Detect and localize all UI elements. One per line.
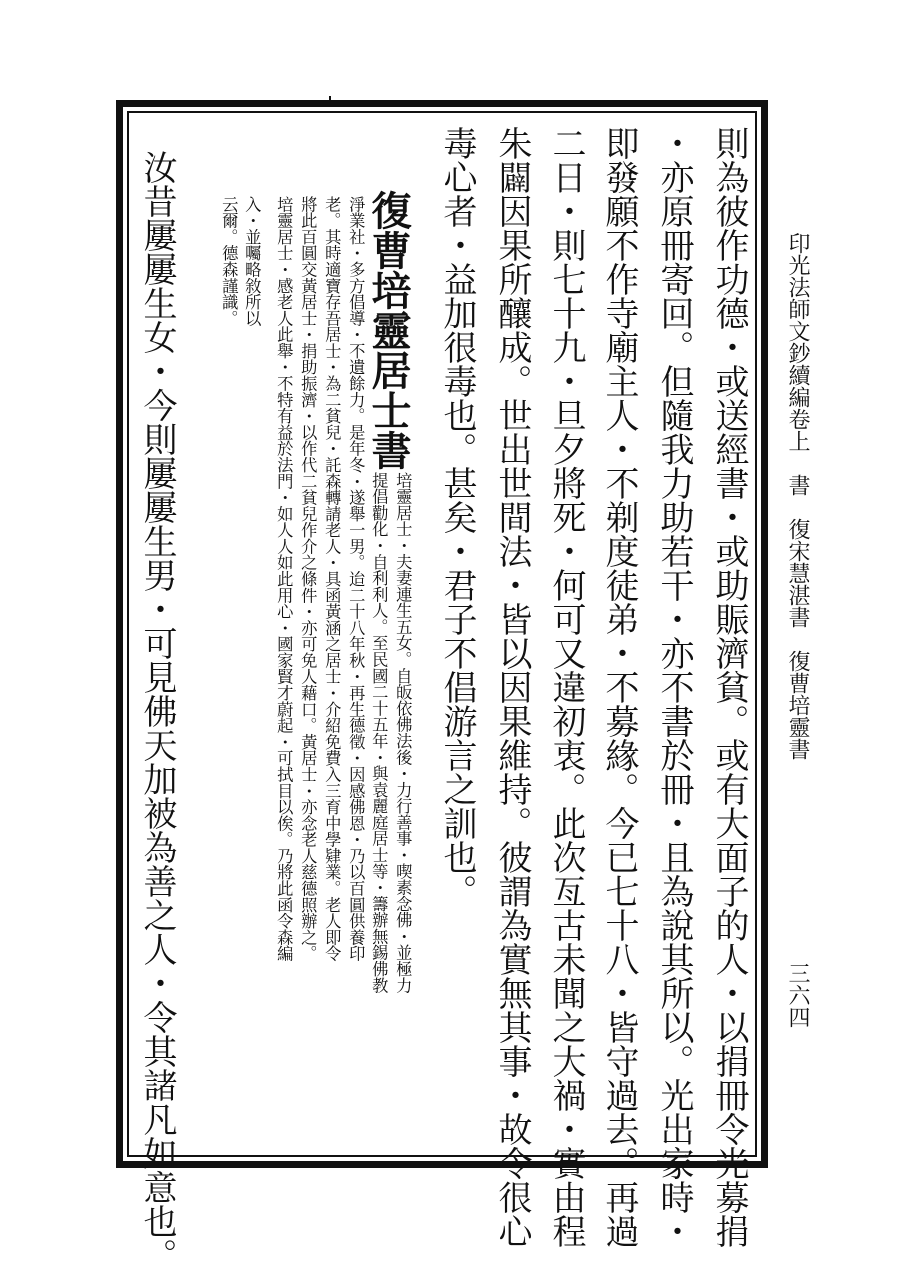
main-text-line-2: ・亦原冊寄回。但隨我力助若干・亦不書於冊・且為說其所以。光出家時・ [654, 126, 694, 1248]
letter-body-line: 汝昔屢屢生女・今則屢屢生男・可見佛天加被為善之人・令其諸凡如意也。 [137, 150, 177, 1272]
note-line-7: 入・並囑略敘所以 [242, 196, 262, 327]
main-text-line-6: 毒心者・益加很毒也。甚矣・君子不倡游言之訓也。 [437, 126, 477, 908]
main-text-line-3: 即發願不作寺廟主人・不剃度徒弟・不募緣。今已七十八・皆守過去。再過 [599, 126, 639, 1248]
letter-heading: 復曹培靈居士書 [365, 190, 412, 470]
main-text-line-4: 二日・則七十九・旦夕將死・何可又違初衷。此次亙古未聞之大禍・實由程 [546, 126, 586, 1248]
note-line-5: 將此百圓交黃居士・捐助振濟・以作代二貧兒作介之條件・亦可免人藉口。黃居士・亦念老人慈德照辦之。 [298, 196, 318, 962]
note-line-8: 云爾。德森謹識。 [219, 196, 239, 327]
page-number: 三六四 [785, 962, 810, 1028]
main-text-line-1: 則為彼作功德・或送經書・或助賑濟貧。或有大面子的人・以捐冊令光募捐 [709, 126, 749, 1248]
note-line-1: 培靈居士・夫妻連生五女。自皈依佛法後・力行善事・喫素念佛・並極力 [393, 472, 413, 994]
running-title: 印光法師文鈔續編卷上 書 復宋慧湛書 復曹培靈書 [785, 232, 810, 760]
note-line-3: 淨業社・多方倡導・不遺餘力。是年冬・遂舉一男。迨二十八年秋・再生德徵・因感佛恩・乃以百圓供養印 [346, 196, 366, 962]
note-line-2: 提倡勸化・自利利人。至民國二十五年・與袁麗庭居士等・籌辦無錫佛教 [369, 472, 389, 994]
note-line-4: 老。其時適寶存吾居士・為二貧兒・託森轉請老人・具函黃涵之居士・介紹免費入三育中學肄業。老人即令 [322, 196, 342, 962]
note-line-6: 培靈居士・感老人此舉・不特有益於法門・如人人如此用心・國家賢才蔚起・可拭目以俟。乃將此函令森編 [274, 196, 294, 962]
main-text-line-5: 朱闢因果所釀成。世出世間法・皆以因果維持。彼謂為實無其事・故令很心 [492, 126, 532, 1248]
